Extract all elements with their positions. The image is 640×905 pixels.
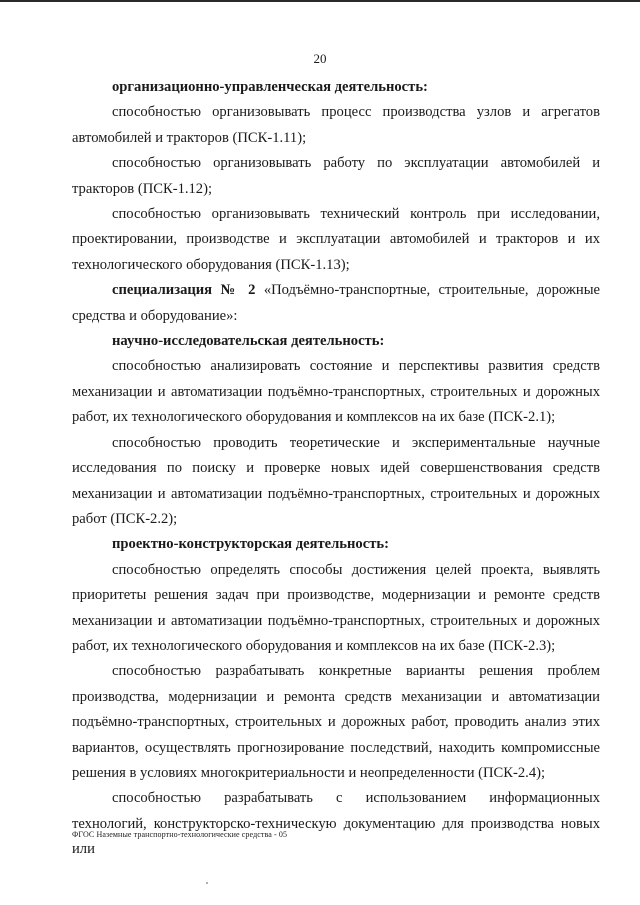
specialization-2-paragraph: [72, 278, 600, 329]
paragraph-psk-2-2: способностью проводить теоретические и экспериментальные научные исследования по поиску и проверке новых идей совершенствования средств механизации и автоматизации подъёмно-транспортных, строительных и дорожных работ (ПСК-2.2);: [72, 434, 600, 527]
paragraph-psk-2-4: способностью разрабатывать конкретные варианты решения проблем производства, модернизации и ремонта средств механизации и автоматизации подъёмно-транспортных, строительных и дорожных работ, проводить анализ этих вариантов, осуществлять прогнозирование последствий, находить компромиссные решения в условиях многокритериальности и неопределенности (ПСК-2.4);: [72, 663, 600, 781]
footer-text: ФГОС Наземные транспортно-технологические средства - 05: [72, 830, 288, 839]
paragraph-design-documentation: способностью разрабатывать с использованием информационных технологий, конструкторско-техническую документацию для производства новых или: [72, 790, 600, 858]
paragraph-psk-1-11: способностью организовывать процесс производства узлов и агрегатов автомобилей и тракторов (ПСК-1.11);: [72, 104, 600, 146]
page-number: 20: [313, 51, 327, 66]
document-body: [72, 75, 600, 863]
paragraph-psk-1-13: способностью организовывать технический контроль при исследовании, проектировании, производстве и эксплуатации автомобилей и тракторов и их технологического оборудования (ПСК-1.13);: [72, 206, 600, 273]
scan-speck: [206, 882, 208, 884]
section-heading-research: научно-исследовательская деятельность:: [112, 333, 385, 350]
paragraph-psk-1-12: способностью организовывать работу по эксплуатации автомобилей и тракторов (ПСК-1.12);: [72, 155, 600, 197]
specialization-label: специализация № 2: [112, 282, 256, 299]
section-heading-organizational: организационно-управленческая деятельность:: [112, 79, 428, 95]
section-heading-design: проектно-конструкторская деятельность:: [112, 536, 389, 553]
top-border-line: [0, 0, 640, 2]
paragraph-psk-2-1: способностью анализировать состояние и перспективы развития средств механизации и автоматизации подъёмно-транспортных, строительных и дорожных работ, их технологического оборудования и комплексов на их базе (ПСК-2.1);: [72, 358, 600, 426]
paragraph-psk-2-3: способностью определять способы достижения целей проекта, выявлять приоритеты решения задач при производстве, модернизации и ремонте средств механизации и автоматизации подъёмно-транспортных, строительных и дорожных работ, их технологического оборудования и комплексов на их базе (ПСК-2.3);: [72, 561, 600, 654]
specialization-title: «Подъёмно-транспортные, строительные, дорожные средства и оборудование»:: [72, 282, 600, 324]
